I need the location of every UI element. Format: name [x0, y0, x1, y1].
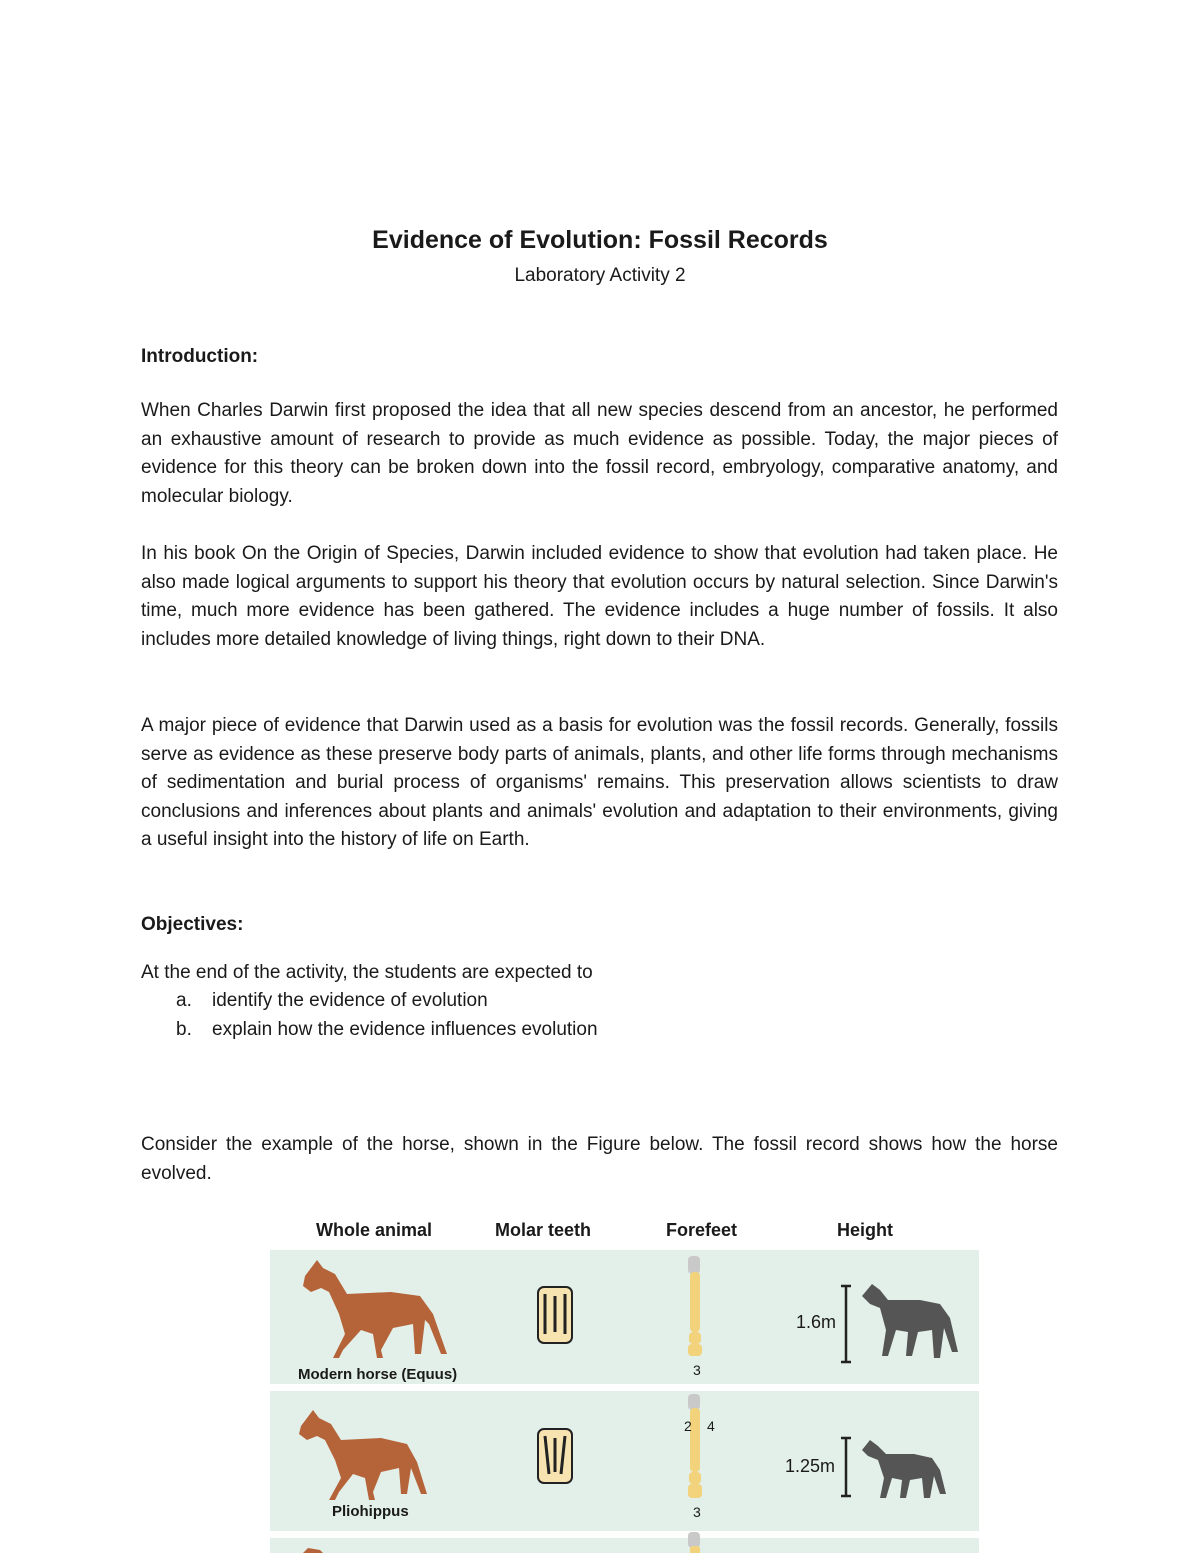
intro-paragraph-1: When Charles Darwin first proposed the idea that all new species descend from an ancestor, he performed an exhaustive amount of research to provide as much evidence as possible. Today, the major pieces of evidence for this theory can be broken down into the fossil record, embryology, comparative anatomy, and molecular biology. — [141, 400, 1058, 507]
horse-evolution-figure — [270, 1210, 979, 1553]
figure-intro-paragraph: Consider the example of the horse, shown in the Figure below. The fossil record shows how the horse evolved. — [141, 1134, 1058, 1184]
side-toe-label-right: 4 — [707, 1418, 715, 1434]
row-label-pliohippus: Pliohippus — [332, 1503, 409, 1520]
figure-row-partial — [270, 1538, 979, 1553]
modern-horse-illustration — [295, 1254, 450, 1364]
partial-horse-illustration — [298, 1546, 328, 1553]
forefoot-bone-icon — [682, 1392, 708, 1502]
column-header-whole-animal: Whole animal — [316, 1220, 433, 1240]
intro-paragraph-3: A major piece of evidence that Darwin used as a basis for evolution was the fossil records. Generally, fossils serve as evidence as these preserve body parts of animals, plants, and other life forms through mechanisms of sedimentation and burial process of organisms' remains. This preservation allows scientists to draw conclusions and inferences about plants and animals' evolution and adaptation to their environments, giving a useful insight into the history of life on Earth. — [141, 715, 1058, 851]
forefoot-bone-icon — [682, 1254, 708, 1358]
height-bracket-icon — [839, 1436, 853, 1498]
objectives-heading: Objectives: — [141, 914, 244, 935]
molar-tooth-icon — [535, 1426, 575, 1486]
objectives-intro: At the end of the activity, the students are expected to — [141, 962, 593, 983]
column-header-molar-teeth: Molar teeth — [495, 1220, 592, 1240]
toe-count-label: 3 — [693, 1504, 701, 1520]
height-bracket-icon — [839, 1284, 853, 1364]
column-header-height: Height — [837, 1220, 893, 1240]
height-label: 1.25m — [785, 1456, 836, 1476]
height-label: 1.6m — [796, 1312, 837, 1332]
page-subtitle: Laboratory Activity 2 — [514, 265, 686, 286]
list-item-text: identify the evidence of evolution — [212, 990, 488, 1011]
page-title: Evidence of Evolution: Fossil Records — [372, 226, 828, 254]
pliohippus-illustration — [295, 1406, 435, 1504]
list-item — [141, 987, 598, 1016]
introduction-heading: Introduction: — [141, 346, 259, 367]
column-header-forefeet: Forefeet — [666, 1220, 738, 1240]
modern-horse-silhouette-icon — [860, 1282, 960, 1362]
list-item — [141, 1016, 598, 1045]
forefoot-bone-icon — [682, 1530, 708, 1553]
toe-count-label: 3 — [693, 1362, 701, 1378]
intro-paragraph-2: In his book On the Origin of Species, Darwin included evidence to show that evolution had taken place. He also made logical arguments to support his theory that evolution occurs by natural selection. Since Darwin's time, much more evidence has been gathered. The evidence includes a huge number of fossils. It also includes more detailed knowledge of living things, right down to their DNA. — [141, 543, 1058, 650]
pliohippus-silhouette-icon — [860, 1438, 950, 1500]
side-toe-label-left: 2 — [684, 1418, 692, 1434]
row-label-modern-horse: Modern horse (Equus) — [298, 1366, 458, 1383]
objectives-list — [141, 987, 598, 1044]
list-item-text: explain how the evidence influences evolution — [212, 1018, 598, 1040]
list-marker: a. — [176, 990, 192, 1011]
molar-tooth-icon — [535, 1284, 575, 1346]
list-marker: b. — [176, 1018, 192, 1040]
